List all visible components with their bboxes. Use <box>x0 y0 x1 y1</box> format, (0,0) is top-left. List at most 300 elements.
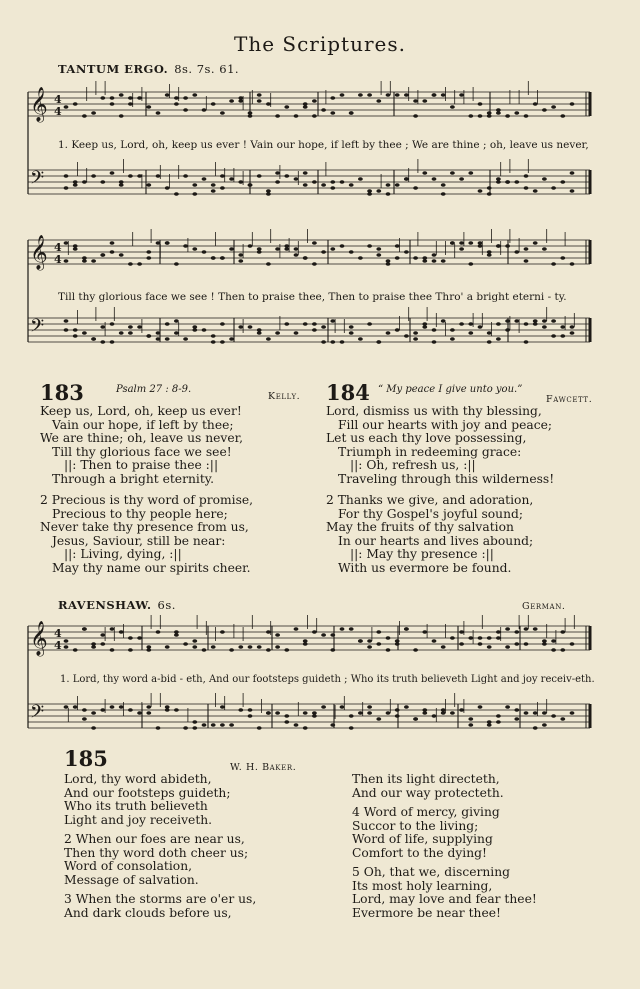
stanza-line: ||: Then to praise thee :|| <box>64 458 219 473</box>
note-head <box>560 648 565 652</box>
note-head <box>156 726 161 730</box>
note-head <box>367 189 372 193</box>
stanza-line: Fill our hearts with joy and peace; <box>338 417 553 432</box>
note-head <box>395 714 400 718</box>
note-head <box>413 331 418 335</box>
note-head <box>441 183 446 187</box>
hymn-number-183: 183 <box>40 380 84 405</box>
note-head <box>413 114 418 118</box>
note-head <box>266 711 271 715</box>
note-head <box>478 636 483 640</box>
note-head <box>551 639 556 643</box>
note-head <box>64 319 69 323</box>
note-head <box>478 705 483 709</box>
note-head <box>238 253 243 257</box>
note-head <box>524 174 529 178</box>
note-head <box>487 645 492 649</box>
stanza-line: Precious to thy people here; <box>52 506 228 521</box>
note-head <box>303 711 308 715</box>
note-head <box>266 337 271 341</box>
note-head <box>284 720 289 724</box>
note-head <box>303 256 308 260</box>
hymn-185-stanza-2 <box>64 833 248 887</box>
note-head <box>266 102 271 106</box>
note-head <box>514 319 519 323</box>
note-head <box>422 99 427 103</box>
note-head <box>358 711 363 715</box>
note-head <box>137 262 142 266</box>
note-head <box>533 726 538 730</box>
note-head <box>137 325 142 329</box>
note-head <box>238 180 243 184</box>
tune-meter: 8s. 7s. 61. <box>174 62 240 76</box>
note-head <box>395 93 400 97</box>
note-head <box>321 633 326 637</box>
note-head <box>524 340 529 344</box>
tune-name: TANTUM ERGO. <box>58 62 169 76</box>
stanza-line: Light and joy receiveth. <box>64 812 213 827</box>
note-head <box>165 186 170 190</box>
note-head <box>450 171 455 175</box>
note-head <box>91 642 96 646</box>
note-head <box>192 247 197 251</box>
note-head <box>349 714 354 718</box>
note-head <box>165 645 170 649</box>
note-head <box>358 337 363 341</box>
note-head <box>119 705 124 709</box>
note-head <box>505 319 510 323</box>
note-head <box>192 93 197 97</box>
note-head <box>100 180 105 184</box>
note-head <box>229 247 234 251</box>
note-head <box>551 648 556 652</box>
note-head <box>174 708 179 712</box>
note-head <box>330 186 335 190</box>
note-head <box>367 93 372 97</box>
note-head <box>91 711 96 715</box>
tune-name: RAVENSHAW. <box>58 598 152 612</box>
note-head <box>73 334 78 338</box>
note-head <box>238 99 243 103</box>
stanza-line: In our hearts and lives abound; <box>338 533 534 548</box>
note-head <box>220 705 225 709</box>
note-head <box>156 111 161 115</box>
bass-clef-icon: 𝄢 <box>30 168 45 193</box>
note-head <box>64 105 69 109</box>
note-head <box>533 189 538 193</box>
note-head <box>386 262 391 266</box>
note-head <box>165 322 170 326</box>
note-head <box>266 648 271 652</box>
stanza-line: With us evermore be found. <box>338 560 512 575</box>
note-head <box>330 96 335 100</box>
note-head <box>367 639 372 643</box>
note-head <box>459 708 464 712</box>
note-head <box>551 319 556 323</box>
hymn-183-scripture-ref: Psalm 27 : 8-9. <box>116 384 192 395</box>
note-head <box>468 241 473 245</box>
note-head <box>275 645 280 649</box>
note-head <box>533 102 538 106</box>
note-head <box>91 111 96 115</box>
note-head <box>404 93 409 97</box>
note-head <box>275 633 280 637</box>
note-head <box>110 648 115 652</box>
note-head <box>110 705 115 709</box>
note-head <box>386 648 391 652</box>
time-signature: 4 <box>54 639 62 652</box>
note-head <box>192 328 197 332</box>
hymn-184-stanza-1 <box>326 405 554 487</box>
note-head <box>303 171 308 175</box>
note-head <box>496 111 501 115</box>
note-head <box>303 322 308 326</box>
time-signature: 4 <box>54 241 62 254</box>
note-head <box>459 93 464 97</box>
note-head <box>340 340 345 344</box>
note-head <box>413 99 418 103</box>
note-head <box>468 331 473 335</box>
note-head <box>340 627 345 631</box>
note-head <box>211 723 216 727</box>
note-head <box>294 723 299 727</box>
note-head <box>330 633 335 637</box>
note-head <box>340 705 345 709</box>
note-head <box>542 247 547 251</box>
note-head <box>330 723 335 727</box>
note-head <box>450 105 455 109</box>
note-head <box>551 714 556 718</box>
note-head <box>211 189 216 193</box>
note-head <box>330 648 335 652</box>
note-head <box>192 183 197 187</box>
note-head <box>468 636 473 640</box>
note-head <box>432 177 437 181</box>
note-head <box>422 711 427 715</box>
note-head <box>349 183 354 187</box>
note-head <box>478 189 483 193</box>
note-head <box>468 723 473 727</box>
note-head <box>367 711 372 715</box>
time-signature: 4 <box>54 105 62 118</box>
note-head <box>459 642 464 646</box>
note-head <box>551 262 556 266</box>
note-head <box>110 102 115 106</box>
note-head <box>459 247 464 251</box>
note-head <box>560 180 565 184</box>
note-head <box>128 648 133 652</box>
stanza-line: May the fruits of thy salvation <box>326 520 514 535</box>
note-head <box>220 630 225 634</box>
note-head <box>395 328 400 332</box>
note-head <box>340 93 345 97</box>
note-head <box>551 105 556 109</box>
note-head <box>119 253 124 257</box>
note-head <box>358 256 363 260</box>
note-head <box>312 322 317 326</box>
note-head <box>165 93 170 97</box>
note-head <box>321 183 326 187</box>
note-head <box>514 708 519 712</box>
stanza-line: ||: May thy presence :|| <box>350 547 494 562</box>
note-head <box>321 108 326 112</box>
note-head <box>459 177 464 181</box>
hymn-185-stanza-1 <box>64 773 231 827</box>
note-head <box>330 180 335 184</box>
note-head <box>459 322 464 326</box>
stanza-line: Jesus, Saviour, still be near: <box>52 533 226 548</box>
note-head <box>505 705 510 709</box>
note-head <box>496 177 501 181</box>
note-head <box>376 189 381 193</box>
note-head <box>570 325 575 329</box>
note-head <box>192 645 197 649</box>
note-head <box>367 322 372 326</box>
note-head <box>514 717 519 721</box>
note-head <box>303 726 308 730</box>
note-head <box>238 325 243 329</box>
hymn-184-author: Fawcett. <box>546 394 593 405</box>
note-head <box>441 192 446 196</box>
note-head <box>533 241 538 245</box>
note-head <box>349 250 354 254</box>
note-head <box>330 319 335 323</box>
note-head <box>441 319 446 323</box>
note-head <box>358 93 363 97</box>
note-head <box>110 340 115 344</box>
stanza-line: 2 When our foes are near us, <box>64 832 245 846</box>
note-head <box>312 630 317 634</box>
note-head <box>248 645 253 649</box>
hymn-183-stanza-1 <box>40 405 243 487</box>
note-head <box>404 705 409 709</box>
tune-name-ravenshaw <box>58 598 176 612</box>
stanza-line: 2 Precious is thy word of promise, <box>40 493 254 507</box>
note-head <box>478 642 483 646</box>
note-head <box>376 99 381 103</box>
note-head <box>303 183 308 187</box>
note-head <box>560 256 565 260</box>
note-head <box>100 708 105 712</box>
note-head <box>496 720 501 724</box>
note-head <box>321 705 326 709</box>
treble-clef-icon: 𝄞 <box>30 87 48 122</box>
note-head <box>376 642 381 646</box>
note-head <box>386 192 391 196</box>
note-head <box>275 247 280 251</box>
note-head <box>468 717 473 721</box>
note-head <box>514 111 519 115</box>
note-head <box>174 262 179 266</box>
note-head <box>422 171 427 175</box>
stanza-line: Never take thy presence from us, <box>40 520 249 535</box>
note-head <box>386 93 391 97</box>
stanza-line: 4 Word of mercy, giving <box>352 805 500 819</box>
note-head <box>441 708 446 712</box>
stanza-line: Till thy glorious face we see! <box>52 444 232 459</box>
note-head <box>202 648 207 652</box>
note-head <box>284 105 289 109</box>
note-head <box>192 639 197 643</box>
note-head <box>174 192 179 196</box>
stanza-line: Through a bright eternity. <box>52 471 214 486</box>
note-head <box>119 630 124 634</box>
note-head <box>560 334 565 338</box>
note-head <box>202 328 207 332</box>
note-head <box>119 93 124 97</box>
note-head <box>422 630 427 634</box>
note-head <box>82 259 87 263</box>
note-head <box>487 636 492 640</box>
stanza-line: Triumph in redeeming grace: <box>338 444 522 459</box>
note-head <box>211 645 216 649</box>
note-head <box>312 711 317 715</box>
note-head <box>137 711 142 715</box>
note-head <box>542 177 547 181</box>
note-head <box>321 250 326 254</box>
note-head <box>91 726 96 730</box>
note-head <box>570 331 575 335</box>
note-head <box>284 247 289 251</box>
note-head <box>202 723 207 727</box>
note-head <box>257 726 262 730</box>
note-head <box>542 639 547 643</box>
stanza-line: Lord, dismiss us with thy blessing, <box>326 404 542 418</box>
note-head <box>294 253 299 257</box>
note-head <box>422 259 427 263</box>
note-head <box>229 177 234 181</box>
note-head <box>64 241 69 245</box>
stanza-line: And our way protecteth. <box>352 785 504 800</box>
note-head <box>560 717 565 721</box>
note-head <box>468 322 473 326</box>
note-head <box>358 177 363 181</box>
note-head <box>284 322 289 326</box>
time-signature: 4 <box>54 627 62 640</box>
note-head <box>64 328 69 332</box>
note-head <box>542 108 547 112</box>
note-head <box>505 645 510 649</box>
note-head <box>248 325 253 329</box>
stanza-line: May thy name our spirits cheer. <box>52 560 251 575</box>
note-head <box>514 630 519 634</box>
note-head <box>73 705 78 709</box>
note-head <box>211 183 216 187</box>
note-head <box>496 322 501 326</box>
hymn-184-scripture-ref: “ My peace I give unto you.” <box>378 384 523 395</box>
note-head <box>275 114 280 118</box>
stanza-line: Then its light directeth, <box>352 772 500 786</box>
note-head <box>432 340 437 344</box>
note-head <box>487 186 492 190</box>
note-head <box>487 723 492 727</box>
note-head <box>165 337 170 341</box>
note-head <box>349 726 354 730</box>
note-head <box>266 262 271 266</box>
note-head <box>542 319 547 323</box>
note-head <box>496 630 501 634</box>
note-head <box>257 328 262 332</box>
note-head <box>128 636 133 640</box>
note-head <box>64 259 69 263</box>
note-head <box>146 105 151 109</box>
stanza-line: Traveling through this wilderness! <box>338 471 555 486</box>
note-head <box>128 708 133 712</box>
note-head <box>229 648 234 652</box>
note-head <box>524 627 529 631</box>
note-head <box>192 192 197 196</box>
note-head <box>413 256 418 260</box>
note-head <box>275 180 280 184</box>
note-head <box>395 244 400 248</box>
note-head <box>64 705 69 709</box>
hymn-184-stanza-2 <box>326 494 533 576</box>
note-head <box>321 340 326 344</box>
note-head <box>450 241 455 245</box>
note-head <box>91 174 96 178</box>
note-head <box>146 711 151 715</box>
note-head <box>183 96 188 100</box>
note-head <box>146 334 151 338</box>
note-head <box>570 262 575 266</box>
note-head <box>284 714 289 718</box>
note-head <box>432 253 437 257</box>
note-head <box>64 645 69 649</box>
note-head <box>386 711 391 715</box>
note-head <box>156 174 161 178</box>
note-head <box>487 253 492 257</box>
note-head <box>496 244 501 248</box>
note-head <box>432 714 437 718</box>
note-head <box>73 247 78 251</box>
stanza-line: Let us each thy love possessing, <box>326 431 527 446</box>
note-head <box>312 328 317 332</box>
note-head <box>183 174 188 178</box>
note-head <box>192 720 197 724</box>
note-head <box>294 114 299 118</box>
note-head <box>413 717 418 721</box>
note-head <box>165 241 170 245</box>
note-head <box>294 247 299 251</box>
note-head <box>257 93 262 97</box>
tune1-lyric-line-1: 1. Keep us, Lord, oh, keep us ever ! Vain our hope, if left by thee ; We are thine ; oh, leave us never, <box>58 139 589 151</box>
note-head <box>376 630 381 634</box>
note-head <box>524 642 529 646</box>
note-head <box>432 639 437 643</box>
note-head <box>376 717 381 721</box>
tune1-lyric-line-2: Till thy glorious face we see ! Then to praise thee, Then to praise thee Thro' a bright eterni - ty. <box>58 291 567 303</box>
note-head <box>174 102 179 106</box>
note-head <box>183 642 188 646</box>
note-head <box>478 102 483 106</box>
hymn-number-185: 185 <box>64 746 108 771</box>
note-head <box>202 177 207 181</box>
note-head <box>110 241 115 245</box>
stanza-line: Its most holy learning, <box>352 878 493 893</box>
note-head <box>110 627 115 631</box>
note-head <box>514 250 519 254</box>
note-head <box>156 331 161 335</box>
hymn-185-stanza-5 <box>352 866 537 920</box>
note-head <box>220 256 225 260</box>
note-head <box>505 180 510 184</box>
note-head <box>533 322 538 326</box>
note-head <box>146 705 151 709</box>
stanza-line: Word of life, supplying <box>352 832 493 847</box>
note-head <box>220 340 225 344</box>
note-head <box>248 111 253 115</box>
note-head <box>183 108 188 112</box>
